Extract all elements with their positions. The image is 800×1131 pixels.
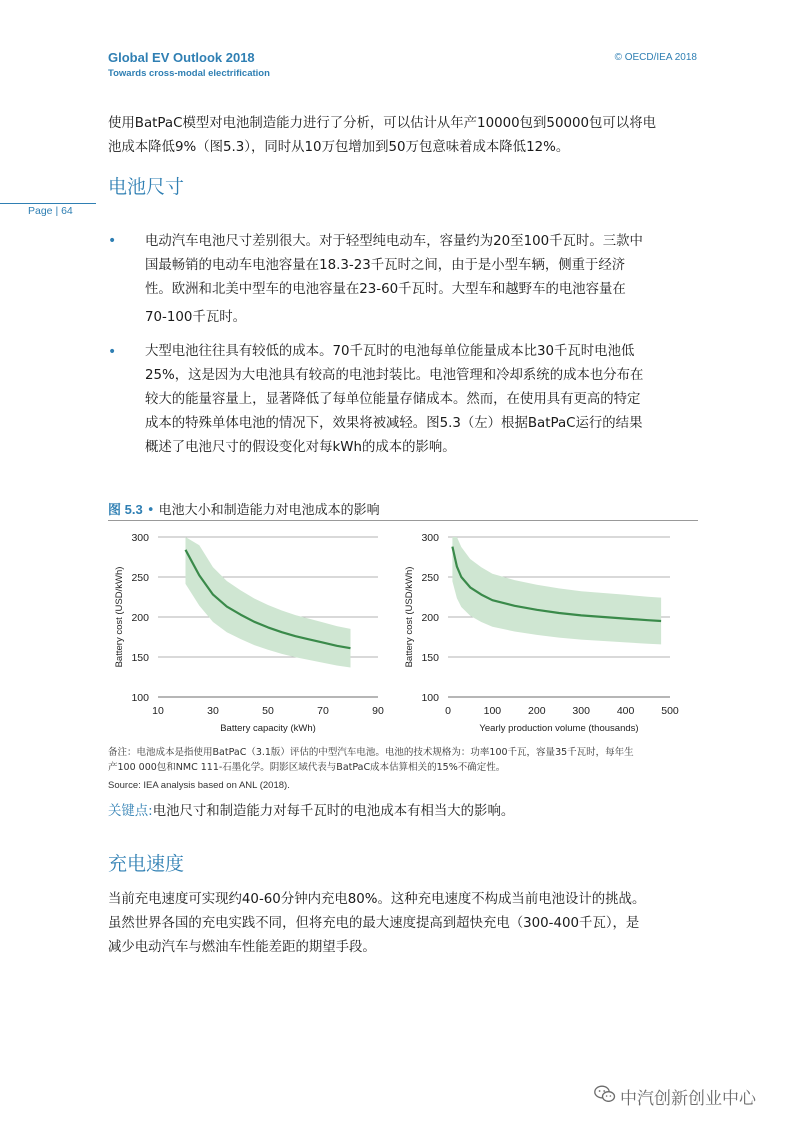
uncertainty-band (186, 537, 351, 668)
key-point-label: 关键点 (108, 804, 149, 819)
bullet-line: 25%，这是因为大电池具有较高的电池封装比。电池管理和冷却系统的成本也分布在 (145, 368, 644, 383)
wechat-icon (594, 1085, 616, 1103)
figure-dot: • (146, 503, 155, 518)
charging-line: 虽然世界各国的充电实践不同，但将充电的最大速度提高到超快充电（300-400千瓦），是 (108, 916, 640, 931)
chart-production-volume (404, 532, 679, 734)
y-tick-label: 100 (131, 692, 149, 704)
y-tick-label: 200 (421, 612, 439, 624)
y-tick-label: 250 (131, 572, 149, 584)
y-tick-label: 150 (421, 652, 439, 664)
bullet-line: 性。欧洲和北美中型车的电池容量在23-60千瓦时。大型车和越野车的电池容量在 (145, 282, 626, 297)
bullet-line: 70-100千瓦时。 (145, 310, 246, 325)
bullet-paragraph (145, 340, 700, 460)
y-axis-label: Battery cost (USD/kWh) (404, 566, 415, 668)
x-tick-label: 90 (372, 705, 384, 717)
figure-number: 图 5.3 (108, 502, 143, 517)
x-tick-label: 300 (572, 705, 590, 717)
intro-line: 池成本降低9%（图5.3），同时从10万包增加到50万包意味着成本降低12%。 (108, 140, 570, 155)
page-divider (0, 203, 96, 204)
x-axis-label: Battery capacity (kWh) (220, 723, 316, 734)
intro-line: 使用BatPaC模型对电池制造能力进行了分析，可以估计从年产10000包到50000包可以将电 (108, 116, 656, 131)
section-heading-charging: 充电速度 (108, 853, 185, 875)
watermark-text: 中汽创新创业中心 (620, 1089, 756, 1109)
figure-caption: 电池大小和制造能力对电池成本的影响 (158, 503, 380, 518)
x-tick-label: 10 (152, 705, 164, 717)
x-tick-label: 400 (616, 705, 635, 717)
y-tick-label: 300 (421, 532, 439, 544)
x-tick-label: 0 (445, 705, 451, 717)
y-tick-label: 300 (131, 532, 149, 544)
page-number: Page | 64 (28, 205, 73, 217)
note-line: 备注：电池成本是指使用BatPaC（3.1版）评估的中型汽车电池。电池的技术规格为：功率100千瓦，容量35千瓦时，每年生 (108, 747, 634, 758)
intro-paragraph (108, 112, 700, 160)
header-title: Global EV Outlook 2018 (108, 50, 255, 65)
bullet-paragraph (145, 230, 700, 330)
figure-source: Source: IEA analysis based on ANL (2018). (108, 780, 290, 791)
figure-rule (108, 520, 698, 521)
uncertainty-band (452, 537, 661, 644)
x-tick-label: 70 (317, 705, 329, 717)
y-tick-label: 100 (421, 692, 439, 704)
charging-paragraph (108, 888, 700, 960)
figure-note (108, 745, 700, 775)
key-point: 关键点:电池尺寸和制造能力对每千瓦时的电池成本有相当大的影响。 (108, 804, 515, 819)
y-tick-label: 200 (131, 612, 149, 624)
charging-line: 当前充电速度可实现约40-60分钟内充电80%。这种充电速度不构成当前电池设计的挑战。 (108, 892, 646, 907)
bullet-line: 国最畅销的电动车电池容量在18.3-23千瓦时之间，由于是小型车辆，侧重于经济 (145, 258, 626, 273)
y-axis-label: Battery cost (USD/kWh) (114, 566, 125, 668)
bullet-marker: • (108, 344, 117, 360)
bullet-line: 概述了电池尺寸的假设变化对每kWh的成本的影响。 (145, 440, 456, 455)
bullet-line: 电动汽车电池尺寸差别很大。对于轻型纯电动车，容量约为20至100千瓦时。三款中 (145, 234, 643, 249)
bullet-line: 大型电池往往具有较低的成本。70千瓦时的电池每单位能量成本比30千瓦时电池低 (145, 344, 635, 359)
x-tick-label: 30 (207, 705, 219, 717)
chart-battery-capacity (114, 532, 384, 734)
bullet-line: 较大的能量容量上，显著降低了每单位能量存储成本。然而，在使用具有更高的特定 (145, 392, 641, 407)
x-axis-label: Yearly production volume (thousands) (479, 723, 639, 734)
x-tick-label: 200 (528, 705, 546, 717)
charging-line: 减少电动汽车与燃油车性能差距的期望手段。 (108, 940, 376, 955)
note-line: 产100 000包和NMC 111-石墨化学。阴影区域代表与BatPaC成本估算相关的15%不确定性。 (108, 762, 506, 773)
figure-charts (100, 524, 700, 742)
key-point-text: 电池尺寸和制造能力对每千瓦时的电池成本有相当大的影响。 (152, 804, 515, 819)
bullet-marker: • (108, 233, 117, 249)
section-heading-battery-size: 电池尺寸 (108, 176, 185, 198)
figure-title (108, 499, 380, 518)
header-subtitle: Towards cross-modal electrification (108, 68, 270, 79)
bullet-line: 成本的特殊单体电池的情况下，效果将被减轻。图5.3（左）根据BatPaC运行的结果 (145, 416, 643, 431)
x-tick-label: 500 (661, 705, 679, 717)
y-tick-label: 250 (421, 572, 439, 584)
x-tick-label: 50 (262, 705, 274, 717)
header-copyright: © OECD/IEA 2018 (614, 52, 697, 63)
y-tick-label: 150 (131, 652, 149, 664)
x-tick-label: 100 (483, 705, 502, 717)
